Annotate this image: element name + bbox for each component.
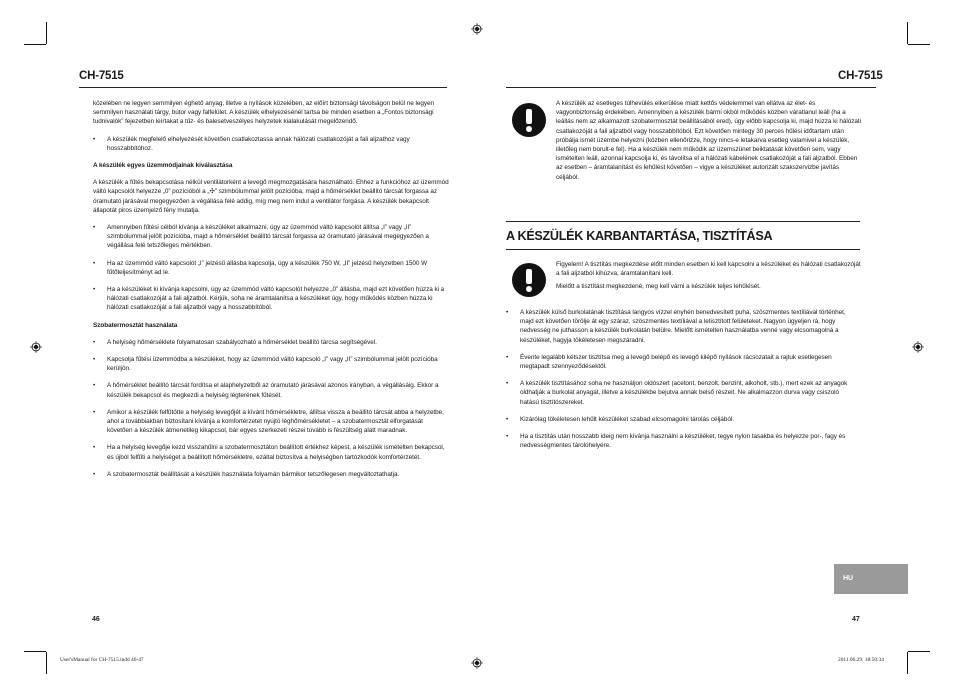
crop-mark: [24, 651, 46, 652]
intro-paragraph: közelében ne legyen semmilyen éghető anyag, illetve a nyílások közelében, az előírt biztonsági távolságon belül ne legyen semmilyen használati tárgy, bútor vagy falfelület. A készülék elhelyezésénél tartsa be minden esetben a „Fontos biztonsági tudnivalók” fejezetben leírtakat a tűz- és balesetveszélyes helyzetek kialakulását megelőzendő.: [93, 100, 435, 126]
warning-text-overheat: [556, 99, 862, 190]
crop-mark: [24, 44, 46, 45]
list-item: • Ha a helyiség levegője kezd visszahűlni a szobatermosztáton beállított értékhez képest, a készülék ismételten bekapcsol, és újból felfűti a helyiséget a beállított hőmérsékletre, ezáltal biztosítva a helyiségben tartózkodók komfortérzetét.: [93, 443, 449, 461]
list-item: • Ha az üzemmód váltó kapcsolót „I” jelzésű állásba kapcsolja, úgy a készülék 750 W, „II” jelzésű helyzetben 1500 W fűtőteljesítményt ad le.: [93, 259, 449, 277]
list-item: • Kapcsolja fűtési üzemmódba a készüléket, hogy az üzemmód váltó kapcsoló „I” vagy „II” szimbólummal jelölt pozícióba kerüljön.: [93, 355, 449, 373]
section-bottom-rule: [506, 249, 860, 250]
right-header-rule: [506, 87, 876, 88]
crop-mark: [908, 44, 930, 45]
list-item: • A készülék megfelelő elhelyezését követően csatlakoztassa annak hálózati csatlakozóját a fali aljzathoz vagy hosszabbítóhoz.: [93, 135, 449, 153]
list-item: • A helyiség hőmérséklete folyamatosan szabályozható a hőmérséklet beállító tárcsa segítségével.: [93, 338, 449, 347]
list-item: • A szobatermosztát beállítását a készülék használata folyamán bármikor tetszőlegesen megváltoztathatja.: [93, 470, 449, 479]
left-header-rule: [79, 87, 447, 88]
warning-paragraph: Mielőtt a tisztítást megkezdené, meg kell várni a készülék teljes lehűlését.: [556, 283, 761, 291]
list-item: • A készülék tisztításához soha ne használjon oldószert (acetont, benzolt, benzint, alkoholt, stb.), mert ezek az anyagok oldhatják a burkolat anyagát, illetve a készülékbe bejutva annak belső részeit. Ne alkalmazzon durva vagy csiszoló hatású tisztítószereket.: [506, 379, 858, 407]
section-paragraph: A készülék a fűtés bekapcsolása nélkül ventilátorként a levegő megmozgatására használható. Ehhez a funkcióhoz az üzemmód váltó kapcsolót helyezze „0” pozícióból a „✣” szimbólummal jelölt pozícióba, majd a hőmérséklet beállító tárcsát forgassa az óramutató járásával megegyezően a végállása felé addig, míg meg nem indul a ventilátor forgása. A készülék bekapcsolt állapotát piros üzemjelző fény mutatja.: [93, 179, 449, 214]
warning-paragraph: A készülék az esetleges túlhevülés elkerülése miatt kettős védelemmel van ellátva az élet- és vagyonbiztonság érdekében. Amennyiben a készülék bármi okból működés közben váratlanul leáll (ha a leállás nem az alkalmazott szobatermosztát beállításából ered), úgy előbb kapcsolja ki, majd húzza ki hálózati csatlakozóját a fali aljzatból vagy hosszabbítóból. Ezt követően mintegy 30 perces hűlési időtartam után próbálja ismét üzembe helyezni (közben ellenőrizze, hogy nincs-e letakarva esetleg valamivel a készülék, illetőleg nem borult-e fel). Ha a készülék nem működik az üzemszünet beiktatását követően sem, vagy ismételten leáll, azonnal kapcsolja ki, és távolítsa el a hálózati kábelének csatlakozóját a fali aljzatból. Ebben az esetben – áramtalanítást és lehűlést követően – vigye a készüléket autorizált szakszervizbe javítás céljából.: [556, 100, 861, 181]
slug-filename: User'sManual for CH-7515.indd 46-47: [60, 657, 144, 663]
list-item: • A készülék külső burkolatának tisztítása langyos vízzel enyhén benedvesített puha, szöszmentes textíliával történhet, majd ezt követően törölje át egy száraz, szöszmentes textíliával a letisztított felületeket. Nagyon ügyeljen rá, hogy nedvesség ne juthasson a készülék burkolatán belülre. Mielőtt ismételten használatba venné vagy elcsomagolná a készüléket, hagyja tökéletesen megszáradni.: [506, 308, 858, 345]
list-item: • Amikor a készülék felfűtötte a helyiség levegőjét a kívánt hőmérsékletre, állítsa vissza a beállító tárcsát abba a helyzetbe, ahol a továbbiakban biztosítani kívánja a komfortérzetet nyújtó léghőmérsékletet – a szobatermosztát elforgatását követően a készülék átmenetileg kikapcsol, bár egyes szerkezeti részei tovább is fészültség alatt maradnak.: [93, 408, 449, 436]
warning-exclamation-icon: [511, 262, 547, 298]
left-model-header: CH-7515: [79, 70, 124, 82]
cleaning-bullet-list: [506, 308, 858, 450]
intro-bullet-list: [93, 135, 449, 153]
list-item: • Évente legalább kétszer tisztítsa meg a levegő belépő és levegő kilépő nyílások rácsozatait a rajtuk esetlegesen megtapadt szennyeződésektől.: [506, 353, 858, 371]
right-model-header: CH-7515: [838, 70, 883, 82]
page-number-left: 46: [92, 616, 100, 623]
section-heading: Szobatermosztát használata: [93, 321, 178, 329]
slug-timestamp: 2011.06.29. 18:50:34: [838, 657, 884, 663]
thermostat-bullet-list: [93, 338, 449, 479]
registration-mark-icon: [30, 341, 42, 353]
list-item: • Ha a készüléket ki kívánja kapcsolni, úgy az üzemmód váltó kapcsolót helyezze „0” állásba, majd ezt követően húzza ki a hálózati csatlakozóját a fali aljzatból. Kérjük, soha ne áramtalanítsa a készüléket úgy, hogy működés közben húzza ki hálózati csatlakozóját a fali aljzatból vagy a hosszabbítóból.: [93, 285, 449, 313]
crop-mark: [907, 652, 908, 674]
registration-mark-icon: [912, 341, 924, 353]
warning-text-cleaning: [556, 260, 862, 300]
registration-mark-icon: [471, 657, 483, 669]
section-title: A KÉSZÜLÉK KARBANTARTÁSA, TISZTÍTÁSA: [506, 229, 773, 243]
list-item: • A hőmérséklet beállító tárcsát fordítsa el alaphelyzetből az óramutató járásával azonos irányban, a végállásáig. Ekkor a készülék bekapcsol és megkezdi a helyiség légterének fűtését.: [93, 381, 449, 399]
crop-mark: [908, 651, 930, 652]
mode-bullet-list: [93, 223, 449, 313]
crop-mark: [46, 22, 47, 44]
section-heading: A készülék egyes üzemmódjainak kiválasztása: [93, 162, 233, 170]
list-item: • Amennyiben fűtési célból kívánja a készüléket alkalmazni, úgy az üzemmód váltó kapcsolót állítsa „I” vagy „II” szimbólummal jelölt pozícióba, majd a hőmérséklet beállító tárcsát forgassa az óramutató járásával megegyezően a végállása felé tetszőleges mértékben.: [93, 223, 449, 251]
left-page-body: [93, 99, 449, 487]
cleaning-instructions: [506, 308, 858, 458]
list-item: • Kizárólag tökéletesen lehűlt készüléket szabad elcsomagolni tárolás céljából.: [506, 415, 858, 424]
warning-exclamation-icon: [511, 102, 547, 138]
crop-mark: [46, 652, 47, 674]
page-number-right: 47: [852, 616, 860, 623]
registration-mark-icon: [471, 23, 483, 35]
crop-mark: [907, 22, 908, 44]
language-tab: HU: [834, 564, 908, 594]
warning-paragraph: Figyelem! A tisztítás megkezdése előtt minden esetben ki kell kapcsolni a készüléket és hálózati csatlakozóját a fali aljzatból kihúzva, áramtalanítani kell.: [556, 261, 861, 278]
list-item: • Ha a tisztítás után hosszabb ideig nem kívánja használni a készüléket, tegye nylon tasakba és helyezze por-, fagy és nedvességmentes tárolóhelyére.: [506, 432, 858, 450]
section-top-rule: [506, 221, 860, 222]
